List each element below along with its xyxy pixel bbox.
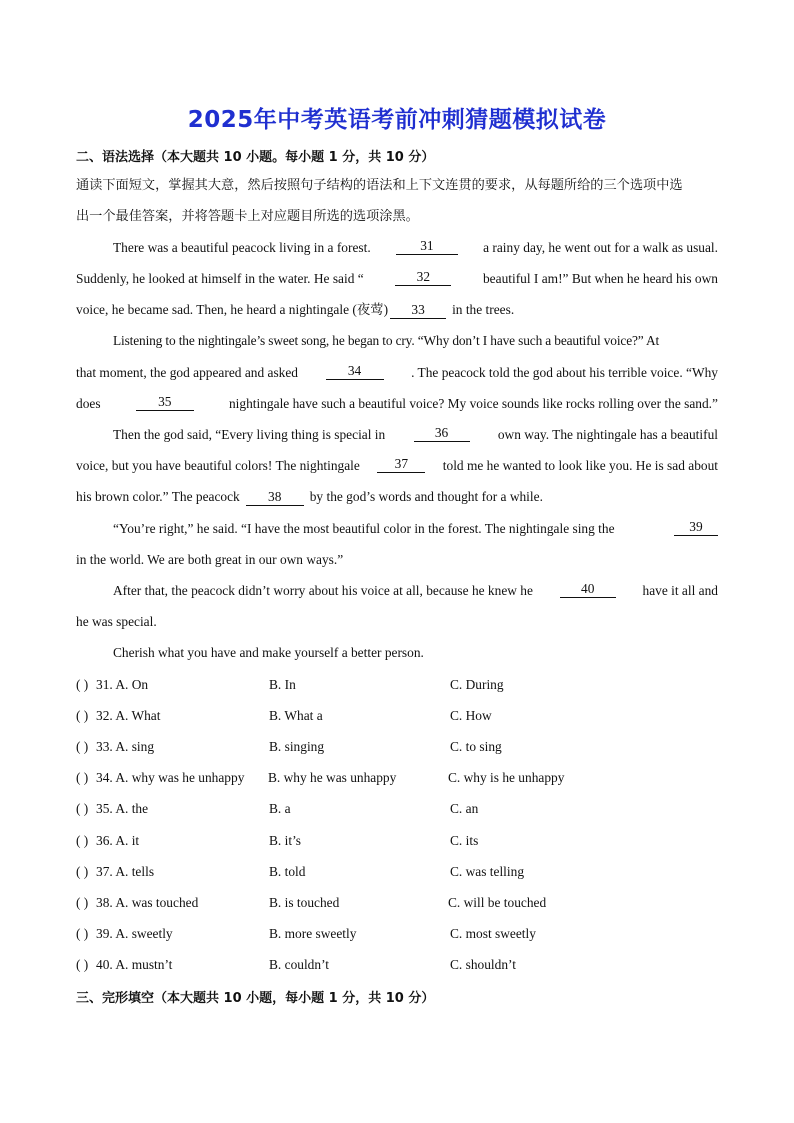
passage-text: a rainy day, he went out for a walk as usual. [483,240,718,255]
option-b: B. What a [269,708,323,723]
passage-text: told me he wanted to look like you. He is sad about [442,458,718,473]
answer-paren[interactable]: ( ) [76,801,89,816]
answer-paren[interactable]: ( ) [76,708,89,723]
blank-31: 31 [396,238,458,255]
passage-line [76,456,718,476]
answer-paren[interactable]: ( ) [76,864,89,879]
blank-32: 32 [395,269,451,286]
option-b: B. In [269,677,296,692]
option-a: 37. A. tells [96,864,155,879]
blank-38: 38 [246,489,304,506]
passage-line [113,238,718,258]
option-b: B. why he was unhappy [268,770,397,785]
section2-heading: 二、语法选择（本大题共 10 小题。每小题 1 分，共 10 分） [76,150,435,165]
passage-text: own way. The nightingale has a beautiful [497,427,718,442]
option-b: B. told [269,864,306,879]
section3-heading: 三、完形填空（本大题共 10 小题，每小题 1 分，共 10 分） [76,991,435,1006]
option-a: 33. A. sing [96,739,155,754]
passage-text: . The peacock told the god about his terrible voice. “Why [411,365,718,380]
passage-line: Listening to the nightingale’s sweet song, he began to cry. “Why don’t I have such a beautiful voice?” At [113,333,660,348]
option-b: B. is touched [269,895,340,910]
passage-text: voice, he became sad. Then, he heard a nightingale (夜莺) [76,302,389,317]
answer-paren[interactable]: ( ) [76,833,89,848]
option-a: 36. A. it [96,833,140,848]
passage-text: After that, the peacock didn’t worry about his voice at all, because he knew he [113,583,533,598]
option-b: B. singing [269,739,325,754]
instruction-line-1: 通读下面短文，掌握其大意，然后按照句子结构的语法和上下文连贯的要求，从每题所给的三个选项中选 [76,178,683,193]
option-c: C. During [450,677,504,692]
blank-40: 40 [560,581,616,598]
option-a: 35. A. the [96,801,149,816]
option-c: C. How [450,708,492,723]
passage-line [76,363,718,383]
answer-paren[interactable]: ( ) [76,677,89,692]
option-c: C. to sing [450,739,502,754]
option-a: 40. A. mustn’t [96,957,173,972]
passage-text: “You’re right,” he said. “I have the most beautiful color in the forest. The nightingale sing the [113,521,615,536]
blank-37: 37 [377,456,425,473]
passage-text: Then the god said, “Every living thing is special in [113,427,386,442]
option-b: B. a [269,801,291,816]
blank-36: 36 [414,425,470,442]
option-c: C. its [450,833,479,848]
blank-34: 34 [326,363,384,380]
option-b: B. it’s [269,833,301,848]
passage-line [76,487,718,507]
answer-paren[interactable]: ( ) [76,770,89,785]
passage-text: Suddenly, he looked at himself in the water. He said “ [76,271,364,286]
passage-line [76,300,718,320]
passage-line [76,269,718,289]
option-c: C. most sweetly [450,926,536,941]
passage-line [113,519,718,539]
passage-line: he was special. [76,614,157,629]
exam-title: 2025年中考英语考前冲刺猜题模拟试卷 [187,107,607,133]
option-a: 39. A. sweetly [96,926,173,941]
passage-line: Cherish what you have and make yourself a better person. [113,645,424,660]
passage-text: There was a beautiful peacock living in a forest. [113,240,371,255]
answer-paren[interactable]: ( ) [76,895,89,910]
passage-text: nightingale have such a beautiful voice? My voice sounds like rocks rolling over the sand.” [228,396,718,411]
passage-text: voice, but you have beautiful colors! The nightingale [76,458,360,473]
answer-paren[interactable]: ( ) [76,739,89,754]
option-c: C. will be touched [448,895,547,910]
option-a: 31. A. On [96,677,149,692]
option-b: B. more sweetly [269,926,357,941]
option-c: C. why is he unhappy [448,770,565,785]
option-c: C. was telling [450,864,525,879]
passage-line: in the world. We are both great in our own ways.” [76,552,344,567]
option-b: B. couldn’t [269,957,330,972]
passage-text: have it all and [642,583,718,598]
blank-39: 39 [674,519,718,536]
blank-33: 33 [390,302,446,319]
passage-line [113,425,718,445]
passage-line [76,394,718,414]
passage-line [113,581,718,601]
option-c: C. shouldn’t [450,957,516,972]
passage-text: his brown color.” The peacock [76,489,240,504]
answer-paren[interactable]: ( ) [76,926,89,941]
option-c: C. an [450,801,479,816]
passage-text: by the god’s words and thought for a while. [309,489,543,504]
answer-paren[interactable]: ( ) [76,957,89,972]
blank-35: 35 [136,394,194,411]
instruction-line-2: 出一个最佳答案，并将答题卡上对应题目所选的选项涂黑。 [76,209,419,224]
option-a: 32. A. What [96,708,161,723]
option-a: 38. A. was touched [96,895,199,910]
passage-text: in the trees. [452,302,515,317]
passage-text: does [76,396,101,411]
passage-text: that moment, the god appeared and asked [76,365,298,380]
option-a: 34. A. why was he unhappy [96,770,245,785]
passage-text: beautiful I am!” But when he heard his own [482,271,718,286]
